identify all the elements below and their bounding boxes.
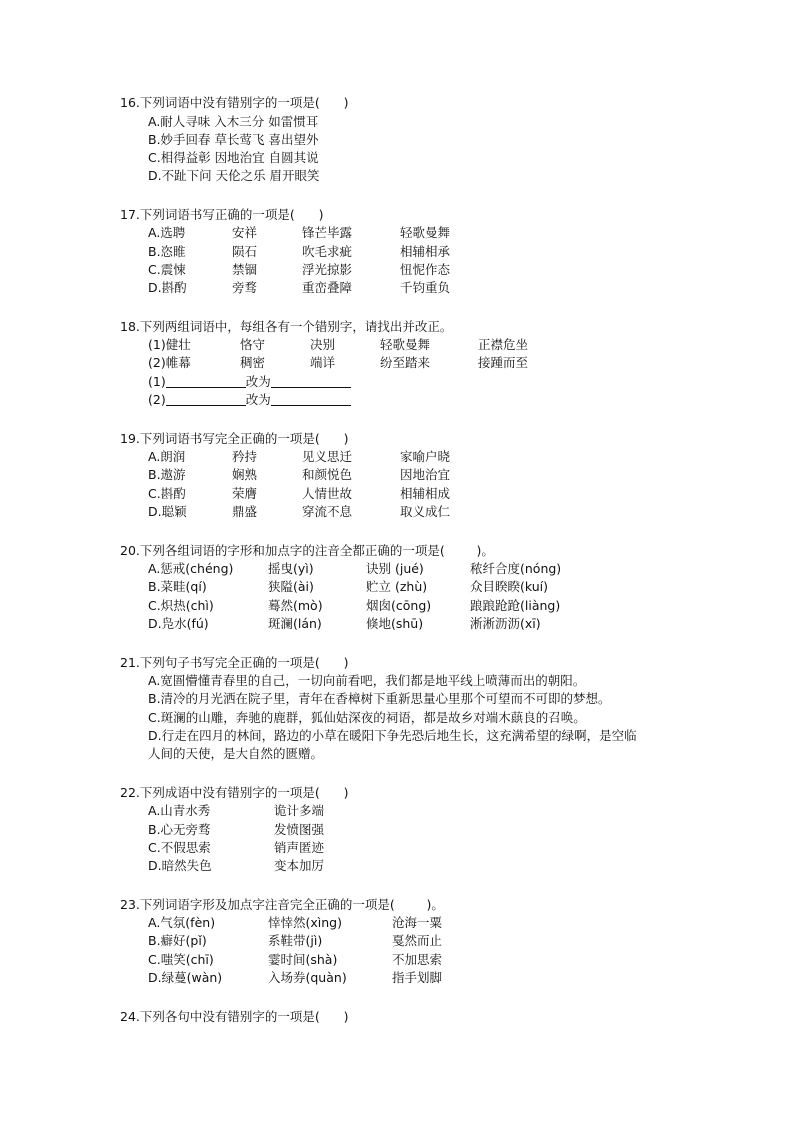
q18-fill-2-mid: 改为 [245, 392, 271, 407]
q22-b-1: B.心无旁骛 [148, 822, 211, 837]
q23-b-1: B.癖好(pǐ) [148, 933, 207, 948]
q23-row-c [0, 951, 443, 969]
q19-c-2: 荣膺 [232, 486, 258, 501]
q19-a-2: 矜持 [232, 449, 258, 464]
q18-2-2: 稠密 [240, 355, 266, 370]
q18-row-1 [0, 336, 529, 354]
q18-fill-2 [148, 391, 351, 409]
q18-1-2: 恪守 [240, 337, 266, 352]
q19-c-3: 人情世故 [302, 486, 353, 501]
q17-d-4: 千钧重负 [400, 280, 451, 295]
q21-option-c: C.斑澜的山雕，奔驰的鹿群，狐仙姑深夜的祠语，都是故乡对端木蕻良的召唤。 [148, 710, 586, 725]
q19-a-1: A.朗润 [148, 449, 186, 464]
q17-a-2: 安祥 [232, 225, 258, 240]
q19-b-3: 和颜悦色 [302, 467, 353, 482]
q20-b-4: 众目睽睽(kuí) [470, 579, 549, 594]
q16-option-a: A.耐人寻味 入木三分 如雷惯耳 [148, 114, 319, 129]
q20-stem: 20.下列各组词语的字形和加点字的注音全都正确的一项是( )。 [120, 543, 494, 558]
q23-b-3: 戛然而止 [392, 933, 443, 948]
q19-d-3: 穿流不息 [302, 504, 353, 519]
q20-b-1: B.菜畦(qí) [148, 579, 207, 594]
q16-stem: 16.下列词语中没有错别字的一项是( ) [120, 95, 349, 110]
q18-1-5: 正襟危坐 [478, 337, 529, 352]
q22-row-a [0, 802, 325, 820]
q18-fill-1 [148, 373, 351, 391]
q20-d-2: 斑澜(lán) [268, 616, 322, 631]
q17-c-2: 禁锢 [232, 262, 258, 277]
q20-c-1: C.炽热(chì) [148, 598, 214, 613]
q23-c-2: 霎时间(shà) [268, 952, 338, 967]
q22-c-2: 销声匿迹 [274, 840, 325, 855]
q22-a-1: A.山青水秀 [148, 803, 211, 818]
q20-c-4: 踉踉跄跄(liàng) [470, 598, 561, 613]
q23-d-2: 入场券(quàn) [268, 970, 347, 985]
q17-row-d [0, 279, 451, 297]
q18-2-3: 端详 [310, 355, 336, 370]
q22-b-2: 发愤图强 [274, 822, 325, 837]
q17-b-1: B.恣睢 [148, 244, 186, 259]
q19-c-4: 相辅相成 [400, 486, 451, 501]
q19-d-1: D.聪颖 [148, 504, 187, 519]
q20-b-2: 狭隘(ài) [268, 579, 314, 594]
q19-row-c [0, 485, 451, 503]
q19-a-4: 家喻户晓 [400, 449, 451, 464]
q17-a-3: 锋芒毕露 [302, 225, 353, 240]
q19-d-4: 取义成仁 [400, 504, 451, 519]
q18-2-1: (2)帷幕 [148, 355, 191, 370]
q21-option-d-cont: 人间的天使，是大自然的匮赠。 [148, 746, 324, 761]
q18-fill-1-label: (1) [148, 374, 166, 389]
q18-1-3: 决别 [310, 337, 336, 352]
q20-a-4: 秾纤合度(nóng) [470, 561, 562, 576]
q17-row-b [0, 243, 451, 261]
q23-c-1: C.嗤笑(chī) [148, 952, 214, 967]
q17-d-3: 重峦叠障 [302, 280, 353, 295]
q22-row-c [0, 839, 325, 857]
q19-d-2: 鼎盛 [232, 504, 258, 519]
q17-b-2: 陨石 [232, 244, 258, 259]
q17-d-2: 旁骛 [232, 280, 258, 295]
q20-d-1: D.凫水(fú) [148, 616, 209, 631]
q21-option-b: B.清冷的月光洒在院子里，青年在香樟树下重新思量心里那个可望而不可即的梦想。 [148, 691, 611, 706]
q18-row-2 [0, 354, 529, 372]
q22-c-1: C.不假思索 [148, 840, 211, 855]
q22-row-d [0, 857, 325, 875]
q20-row-b [0, 578, 549, 596]
q18-fill-2-wrong-blank[interactable] [166, 393, 246, 406]
q18-fill-1-correct-blank[interactable] [271, 375, 351, 388]
q16-option-b: B.妙手回春 草长莺飞 喜出望外 [148, 132, 319, 147]
q20-row-d [0, 615, 541, 633]
q22-a-2: 诡计多端 [274, 803, 325, 818]
q21-option-d: D.行走在四月的林间，路边的小草在暖阳下争先恐后地生长，这充满希望的绿啊，是空临 [148, 728, 637, 743]
q18-fill-1-mid: 改为 [245, 374, 271, 389]
q19-row-d [0, 503, 451, 521]
q23-a-2: 悻悻然(xìng) [268, 915, 342, 930]
q22-stem: 22.下列成语中没有错别字的一项是( ) [120, 785, 349, 800]
q20-b-3: 贮立 (zhù) [366, 579, 428, 594]
q17-c-3: 浮光掠影 [302, 262, 353, 277]
q17-row-a [0, 224, 451, 242]
q24-stem: 24.下列各句中没有错别字的一项是( ) [120, 1009, 349, 1024]
q17-b-4: 相辅相承 [400, 244, 451, 259]
q19-b-1: B.遨游 [148, 467, 186, 482]
q22-row-b [0, 821, 325, 839]
q20-a-3: 诀别 (jué) [366, 561, 424, 576]
q20-a-1: A.惩戒(chéng) [148, 561, 234, 576]
q18-2-4: 纷至踏来 [380, 355, 431, 370]
q19-row-a [0, 448, 451, 466]
q17-d-1: D.斟酌 [148, 280, 187, 295]
q19-b-4: 因地治宜 [400, 467, 451, 482]
q23-row-a [0, 914, 443, 932]
q18-fill-2-label: (2) [148, 392, 166, 407]
q20-row-c [0, 597, 561, 615]
q23-row-b [0, 932, 443, 950]
q16-option-c: C.相得益彰 因地治宜 自圆其说 [148, 150, 319, 165]
q23-d-3: 指手划脚 [392, 970, 443, 985]
q18-1-4: 轻歌曼舞 [380, 337, 431, 352]
q18-fill-1-wrong-blank[interactable] [166, 375, 246, 388]
q18-stem: 18.下列两组词语中，每组各有一个错别字，请找出并改正。 [120, 319, 453, 334]
q17-b-3: 吹毛求疵 [302, 244, 353, 259]
q23-b-2: 系鞋带(jì) [268, 933, 323, 948]
q22-d-1: D.暗然失色 [148, 858, 212, 873]
q17-a-1: A.选聘 [148, 225, 186, 240]
q23-d-1: D.绿蔓(wàn) [148, 970, 223, 985]
q19-c-1: C.斟酌 [148, 486, 186, 501]
q23-row-d [0, 969, 443, 987]
q20-d-4: 淅淅沥沥(xī) [470, 616, 541, 631]
q17-c-1: C.震悚 [148, 262, 186, 277]
q17-a-4: 轻歌曼舞 [400, 225, 451, 240]
q19-stem: 19.下列词语书写完全正确的一项是( ) [120, 431, 349, 446]
q20-c-2: 蓦然(mò) [268, 598, 323, 613]
q19-b-2: 娴熟 [232, 467, 258, 482]
q21-option-a: A.宽圄懵懂青春里的自己，一切向前看吧，我们都是地平线上喷薄而出的朝阳。 [148, 673, 586, 688]
q20-a-2: 摇曳(yì) [268, 561, 314, 576]
q23-stem: 23.下列词语字形及加点字注音完全正确的一项是( )。 [120, 897, 444, 912]
q18-2-5: 接踵而至 [478, 355, 529, 370]
q17-c-4: 忸怩作态 [400, 262, 451, 277]
q17-row-c [0, 261, 451, 279]
q16-option-d: D.不趾下问 天伦之乐 眉开眼笑 [148, 168, 320, 183]
q21-stem: 21.下列句子书写完全正确的一项是( ) [120, 655, 349, 670]
q18-fill-2-correct-blank[interactable] [271, 393, 351, 406]
q22-d-2: 变本加厉 [274, 858, 325, 873]
q17-stem: 17.下列词语书写正确的一项是( ) [120, 207, 324, 222]
q19-row-b [0, 466, 451, 484]
q18-1-1: (1)健壮 [148, 337, 191, 352]
q19-a-3: 见义思迁 [302, 449, 353, 464]
q20-row-a [0, 560, 562, 578]
q20-d-3: 倏地(shū) [366, 616, 424, 631]
q23-a-3: 沧海一粟 [392, 915, 443, 930]
q20-c-3: 烟囱(cōng) [366, 598, 432, 613]
q23-a-1: A.气氛(fèn) [148, 915, 216, 930]
q23-c-3: 不加思索 [392, 952, 443, 967]
